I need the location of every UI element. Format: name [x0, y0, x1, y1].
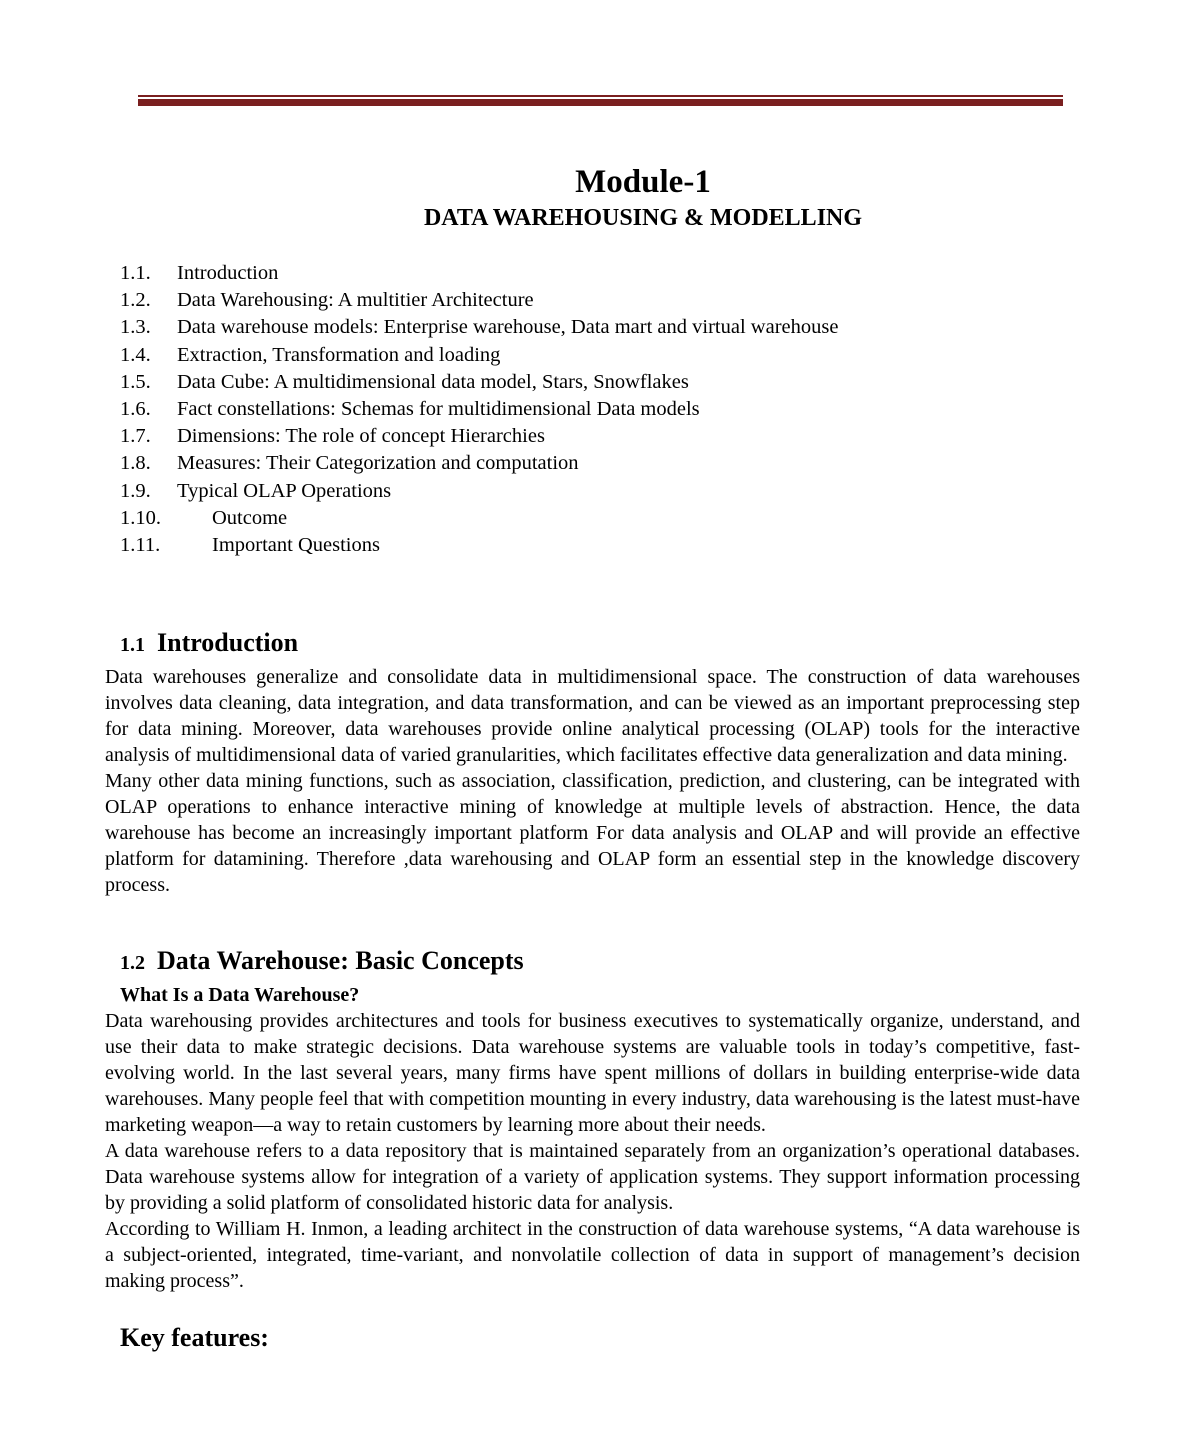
- toc-item: [120, 505, 1020, 532]
- header-rule-thin: [138, 95, 1063, 97]
- toc-number: 1.1.: [120, 262, 151, 284]
- paragraph: Data warehousing provides architectures and tools for business executives to systematically organize, understand, and use their data to make strategic decisions. Data warehouse systems are valuable tools in today’s competitive, fast-evolving world. In the last several years, many firms have spent millions of dollars in building enterprise-wide data warehouses. Many people feel that with competition mounting in every industry, data warehousing is the latest must-have marketing weapon—a way to retain customers by learning more about their needs.: [105, 1010, 1080, 1136]
- table-of-contents: [120, 260, 1020, 559]
- toc-text: Important Questions: [212, 533, 380, 556]
- section-heading: [120, 626, 1080, 664]
- toc-number: 1.2.: [120, 289, 151, 312]
- subheading: What Is a Data Warehouse?: [120, 984, 360, 1006]
- section-number: 1.2: [120, 952, 145, 974]
- toc-text: Introduction: [177, 262, 279, 284]
- toc-text: Fact constellations: Schemas for multidimensional Data models: [177, 397, 700, 420]
- key-features-heading: Key features:: [120, 1323, 269, 1352]
- toc-text: Measures: Their Categorization and computation: [177, 452, 579, 475]
- section-number: 1.1: [120, 634, 145, 656]
- module-subtitle: DATA WAREHOUSING & MODELLING: [423, 205, 863, 231]
- toc-item: [120, 314, 1020, 341]
- toc-item: [120, 260, 1020, 287]
- toc-item: [120, 287, 1020, 314]
- section-introduction: [105, 626, 1080, 898]
- section-basic-concepts: [105, 944, 1080, 1294]
- section-title: Data Warehouse: Basic Concepts: [157, 946, 524, 975]
- paragraph: Many other data mining functions, such as association, classification, prediction, and clustering, can be integrated with OLAP operations to enhance interactive mining of knowledge at multiple levels of abstraction. Hence, the data warehouse has become an increasingly important platform For data analysis and OLAP and will provide an effective platform for datamining. Therefore ,data warehousing and OLAP form an essential step in the knowledge discovery process.: [105, 770, 1080, 896]
- module-title: Module-1: [575, 164, 711, 200]
- paragraph: Data warehouses generalize and consolidate data in multidimensional space. The construction of data warehouses involves data cleaning, data integration, and data transformation, and can be viewed as an important preprocessing step for data mining. Moreover, data warehouses provide online analytical processing (OLAP) tools for the interactive analysis of multidimensional data of varied granularities, which facilitates effective data generalization and data mining.: [105, 666, 1080, 766]
- toc-number: 1.10.: [120, 506, 161, 529]
- toc-item: [120, 478, 1020, 505]
- toc-text: Data warehouse models: Enterprise warehouse, Data mart and virtual warehouse: [177, 316, 839, 339]
- toc-number: 1.9.: [120, 479, 151, 502]
- toc-number: 1.3.: [120, 316, 151, 339]
- toc-text: Dimensions: The role of concept Hierarchies: [177, 425, 545, 448]
- toc-item: [120, 342, 1020, 369]
- toc-number: 1.4.: [120, 343, 151, 366]
- toc-number: 1.6.: [120, 397, 151, 420]
- section-heading: [120, 944, 1080, 982]
- paragraph: A data warehouse refers to a data repository that is maintained separately from an organization’s operational databases. Data warehouse systems allow for integration of a variety of application systems. They support information processing by providing a solid platform of consolidated historic data for analysis.: [105, 1140, 1080, 1214]
- toc-item: [120, 423, 1020, 450]
- toc-item: [120, 369, 1020, 396]
- toc-item: [120, 532, 1020, 559]
- toc-number: 1.7.: [120, 425, 151, 448]
- toc-number: 1.5.: [120, 370, 151, 393]
- toc-text: Outcome: [212, 506, 288, 529]
- toc-text: Extraction, Transformation and loading: [177, 343, 501, 366]
- toc-text: Data Warehousing: A multitier Architecture: [177, 289, 534, 312]
- toc-text: Typical OLAP Operations: [177, 479, 392, 502]
- paragraph: According to William H. Inmon, a leading architect in the construction of data warehouse systems, “A data warehouse is a subject-oriented, integrated, time-variant, and nonvolatile collection of data in support of management’s decision making process”.: [105, 1218, 1080, 1292]
- section-title: Introduction: [157, 628, 299, 657]
- toc-number: 1.11.: [120, 533, 161, 556]
- toc-number: 1.8.: [120, 452, 151, 475]
- toc-item: [120, 450, 1020, 477]
- toc-item: [120, 396, 1020, 423]
- header-rule-thick: [138, 99, 1063, 106]
- toc-text: Data Cube: A multidimensional data model, Stars, Snowflakes: [177, 370, 689, 393]
